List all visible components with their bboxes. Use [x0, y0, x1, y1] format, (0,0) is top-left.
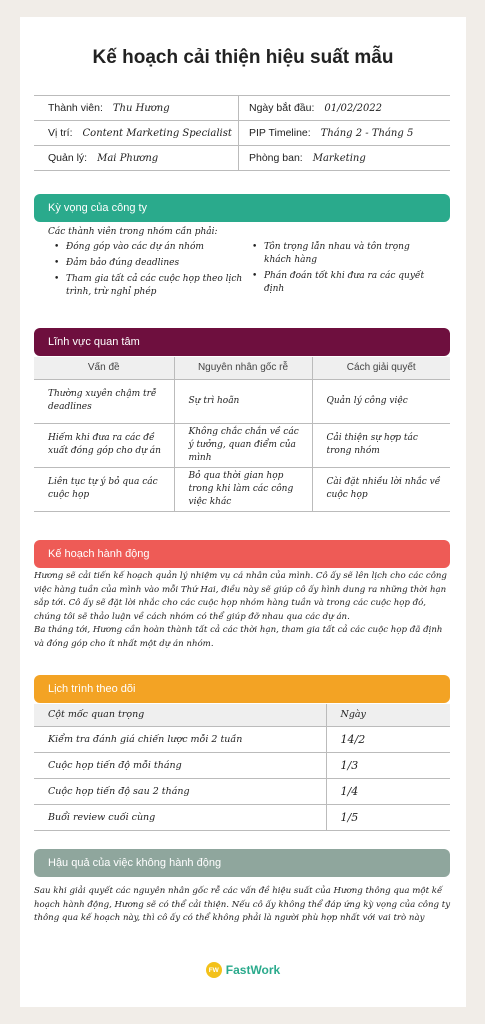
table-row	[34, 804, 450, 830]
manager-value: Mai Phương	[97, 152, 159, 164]
timeline-table	[34, 704, 450, 831]
table-row	[34, 379, 450, 423]
fastwork-logo-icon: FW	[206, 962, 222, 978]
table-row	[34, 726, 450, 752]
timeline-value: Tháng 2 - Tháng 5	[320, 127, 414, 139]
department-value: Marketing	[312, 152, 366, 164]
member-label: Thành viên:	[48, 102, 103, 114]
department-label: Phòng ban:	[249, 152, 303, 164]
action-plan-heading: Kế hoạch hành động	[34, 540, 450, 568]
milestone-cell: Cuộc họp tiến độ mỗi tháng	[34, 752, 326, 778]
list-item: • Phán đoán tốt khi đưa ra các quyết định	[252, 270, 438, 296]
table-row	[34, 467, 450, 511]
expectations-intro: Các thành viên trong nhóm cần phải:	[48, 227, 218, 237]
manager-label: Quản lý:	[48, 152, 88, 164]
position-label: Vị trí:	[48, 127, 73, 139]
date-cell: 1/4	[326, 778, 450, 804]
milestone-cell: Buổi review cuối cùng	[34, 804, 326, 830]
table-row	[34, 752, 450, 778]
concerns-heading: Lĩnh vực quan tâm	[34, 328, 450, 356]
timeline-heading: Lịch trình theo dõi	[34, 675, 450, 703]
table-cell: Không chắc chắn về các ý tưởng, quan điểm của mình	[174, 423, 312, 467]
brand-name: FastWork	[225, 963, 281, 977]
info-row	[34, 96, 450, 121]
table-cell: Bỏ qua thời gian họp trong khi làm các công việc khác	[174, 467, 312, 511]
expectations-list-right	[248, 241, 438, 302]
table-row	[34, 423, 450, 467]
expectations-section	[48, 227, 448, 302]
date-cell: 1/3	[326, 752, 450, 778]
column-header: Cách giải quyết	[312, 357, 450, 379]
consequence-heading: Hậu quả của việc không hành động	[34, 849, 450, 877]
list-item: • Đóng góp vào các dự án nhóm	[54, 241, 248, 254]
table-cell: Hiếm khi đưa ra các đề xuất đóng góp cho dự án	[34, 423, 174, 467]
list-item: • Tham gia tất cả các cuộc họp theo lịch trình, trừ nghỉ phép	[54, 273, 248, 299]
date-cell: 14/2	[326, 726, 450, 752]
milestone-cell: Kiểm tra đánh giá chiến lược mỗi 2 tuần	[34, 726, 326, 752]
table-cell: Liên tục tự ý bỏ qua các cuộc họp	[34, 467, 174, 511]
concerns-table	[34, 357, 450, 512]
info-row	[34, 146, 450, 171]
expectations-heading: Kỳ vọng của công ty	[34, 194, 450, 222]
milestone-cell: Cuộc họp tiến độ sau 2 tháng	[34, 778, 326, 804]
start-date-label: Ngày bắt đầu:	[249, 102, 315, 114]
consequence-text: Sau khi giải quyết các nguyên nhân gốc rễ các vấn đề hiệu suất của Hương thông qua một kế hoạch hành động, Hương sẽ có thể cải thiện. Nếu cô ấy không thể đáp ứng kỳ vọng của công ty thông qua kế hoạch này, thì cô ấy có thể không phải là người phù hợp nhất với vai trò này	[34, 886, 451, 923]
position-value: Content Marketing Specialist	[82, 127, 232, 139]
expectations-list-left	[48, 241, 248, 302]
action-plan-text	[34, 570, 452, 651]
list-item: • Tôn trọng lẫn nhau và tôn trọng khách hàng	[252, 241, 438, 267]
member-value: Thu Hương	[112, 102, 170, 114]
info-table	[34, 95, 450, 171]
action-paragraph: Hương sẽ cải tiến kế hoạch quản lý nhiệm vụ cá nhân của mình. Cô ấy sẽ lên lịch cho các công việc hàng tuần của mình vào mỗi Thứ Hai, điều này sẽ giúp cô ấy hình dung ra những thời hạn sắp tới. Cô ấy sẽ đặt lời nhắc cho các cuộc họp nhóm hàng tuần và trong các cuộc họp đó, chúng tôi sẽ thảo luận về cách nhóm có thể giúp đỡ nhau qua các dự án.	[34, 571, 447, 622]
column-header: Ngày	[326, 704, 450, 726]
column-header: Nguyên nhân gốc rễ	[174, 357, 312, 379]
table-cell: Cải thiện sự hợp tác trong nhóm	[312, 423, 450, 467]
column-header: Vấn đề	[34, 357, 174, 379]
table-cell: Sự trì hoãn	[174, 379, 312, 423]
table-cell: Thường xuyên chậm trễ deadlines	[34, 379, 174, 423]
table-cell: Cài đặt nhiều lời nhắc về cuộc họp	[312, 467, 450, 511]
info-row	[34, 121, 450, 146]
pip-document	[20, 17, 466, 1007]
page-title: Kế hoạch cải thiện hiệu suất mẫu	[92, 47, 394, 68]
brand-footer	[20, 962, 466, 978]
start-date-value: 01/02/2022	[324, 102, 383, 114]
column-header: Cột mốc quan trọng	[34, 704, 326, 726]
list-item: • Đảm bảo đúng deadlines	[54, 257, 248, 270]
timeline-label: PIP Timeline:	[249, 127, 311, 139]
action-paragraph: Ba tháng tới, Hương cần hoàn thành tất cả các thời hạn, tham gia tất cả các cuộc họp đã định và đóng góp cho ít nhất một dự án nhóm.	[34, 625, 443, 649]
table-cell: Quản lý công việc	[312, 379, 450, 423]
table-row	[34, 778, 450, 804]
date-cell: 1/5	[326, 804, 450, 830]
